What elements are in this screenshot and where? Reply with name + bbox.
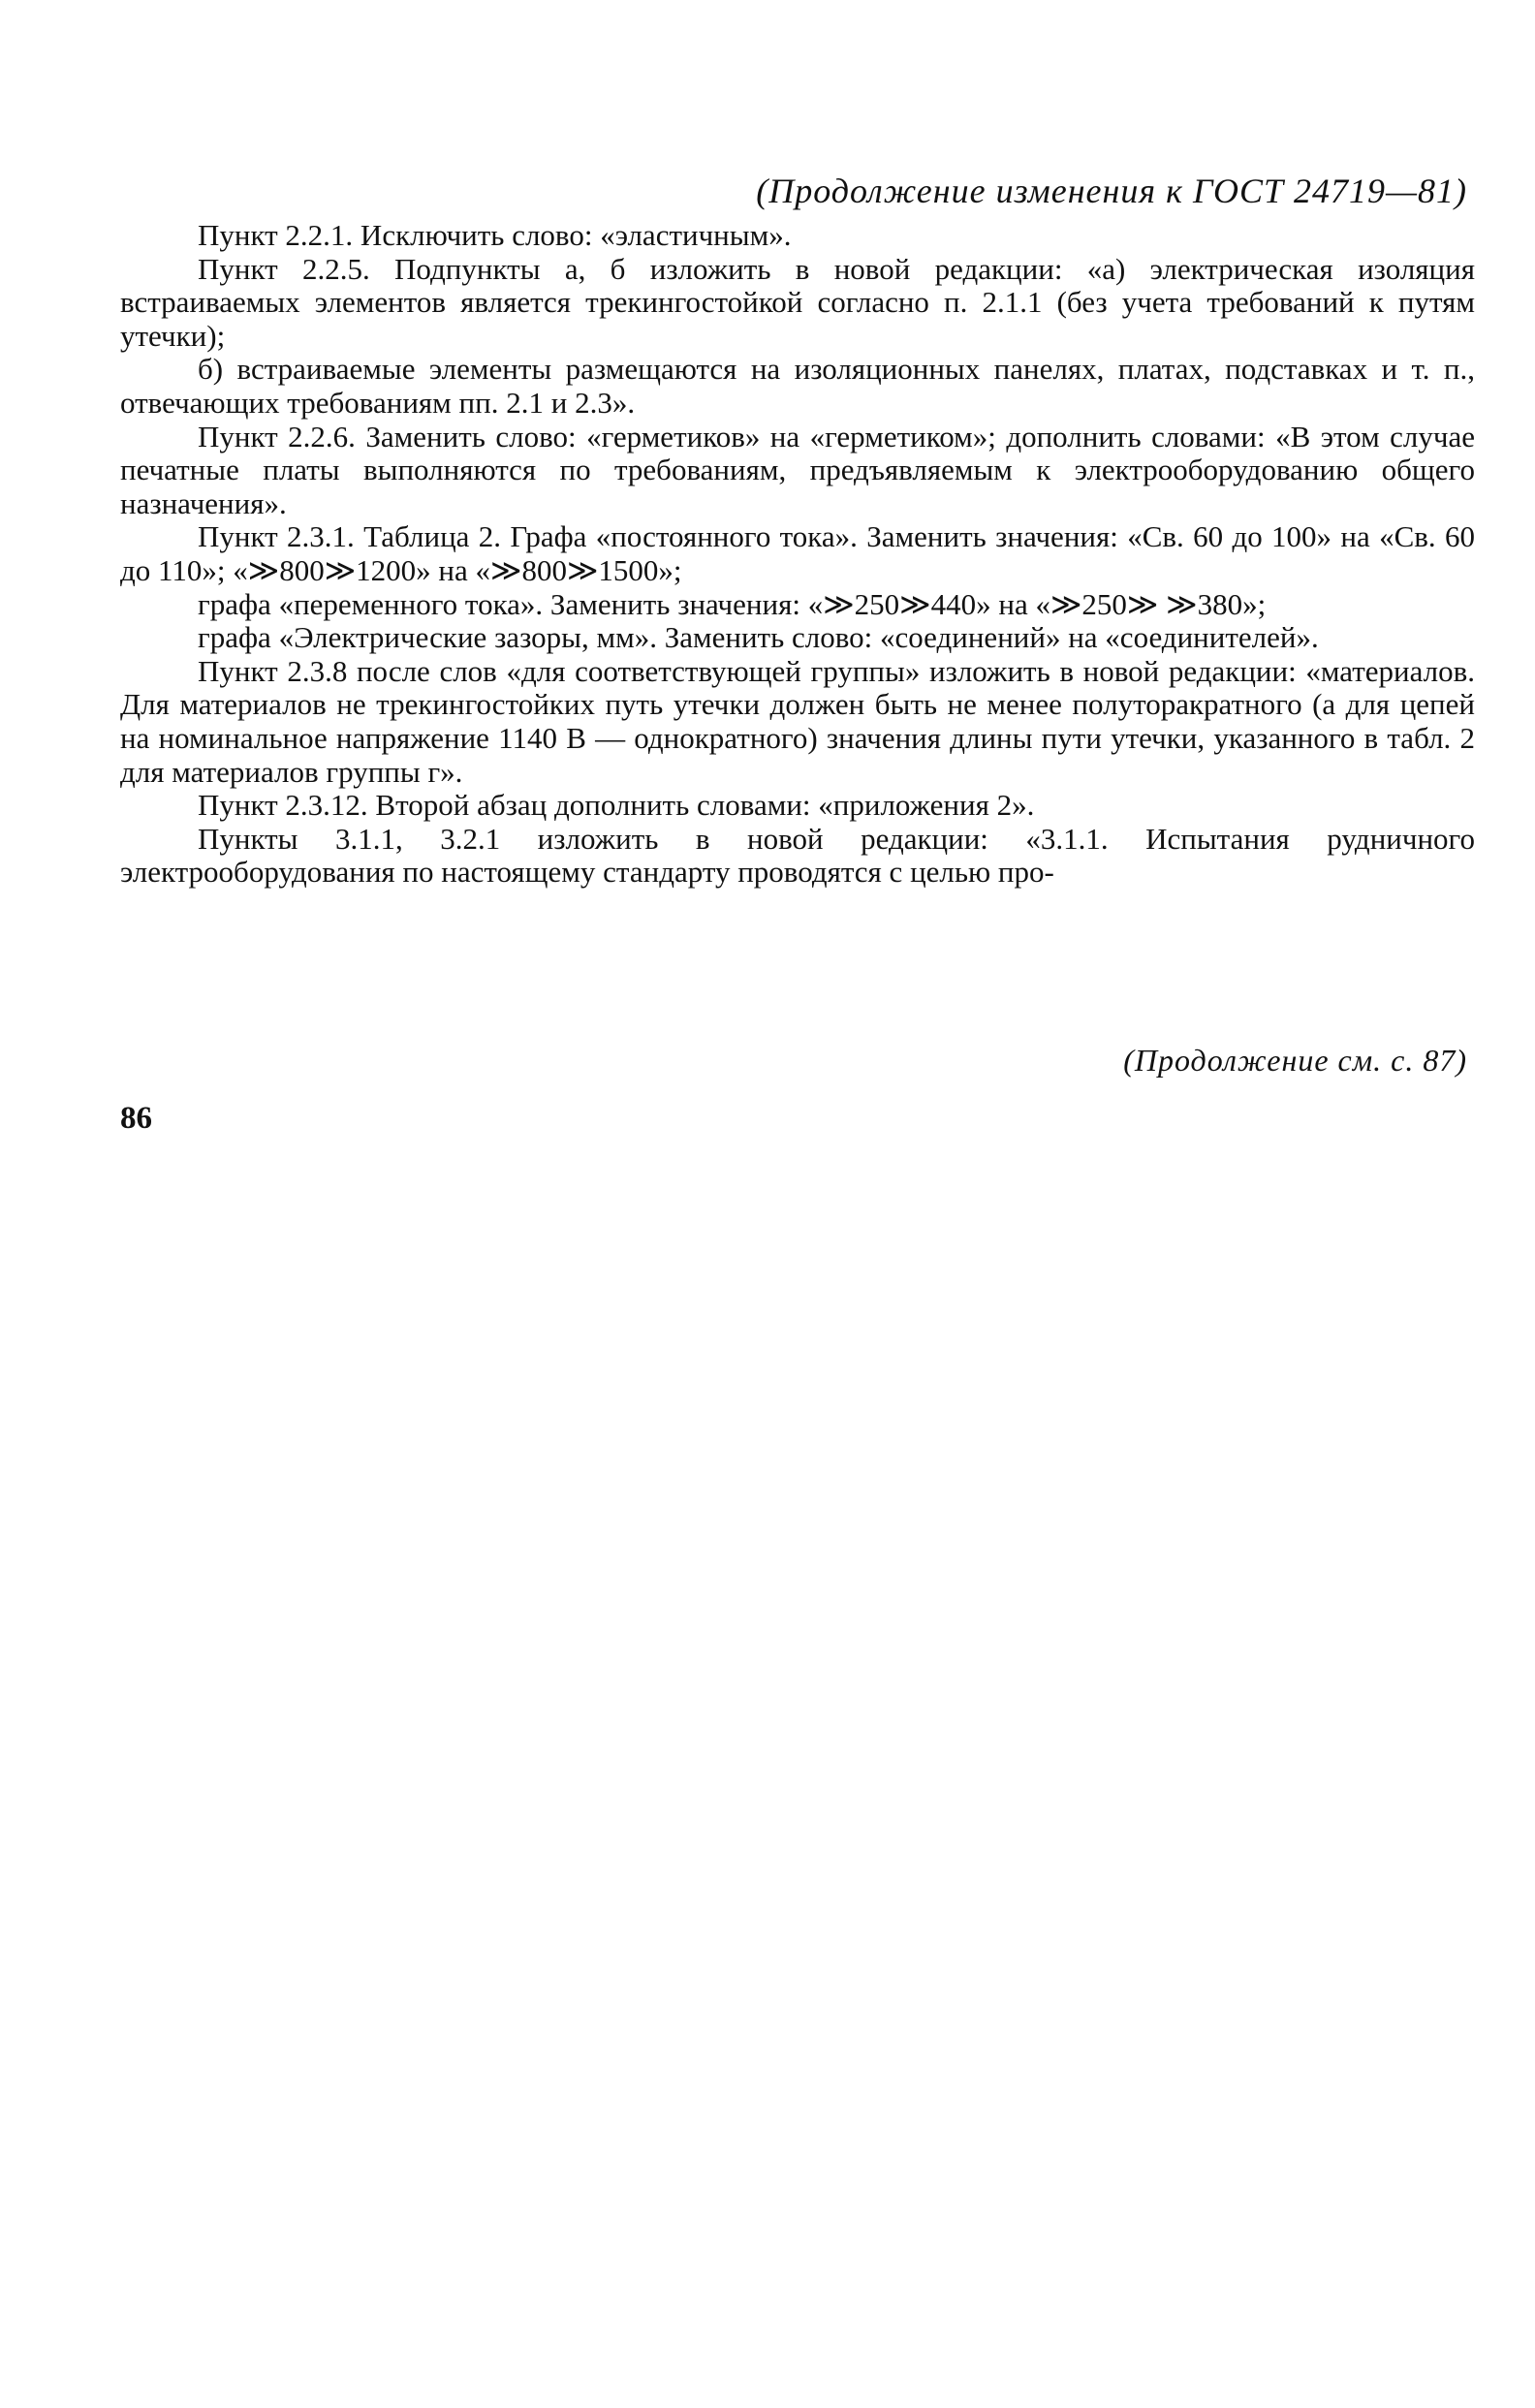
paragraph-2-3-8: Пункт 2.3.8 после слов «для соответствующей группы» изложить в новой редакции: «материалов. Для материалов не трекингостойких путь утечки должен быть не менее полуторакратного (а для цепей на номинальное напряжение 1140 В — однократного) значения длины пути утечки, указанного в табл. 2 для материалов группы г». — [120, 653, 1475, 789]
paragraph-2-2-1: Пункт 2.2.1. Исключить слово: «эластичным». — [198, 218, 792, 252]
paragraph-2-3-1: Пункт 2.3.1. Таблица 2. Графа «постоянного тока». Заменить значения: «Св. 60 до 100» на «Св. 60 до 110»; «≫800≫1200» на «≫800≫1500»; — [120, 519, 1475, 587]
paragraph-2-2-6: Пункт 2.2.6. Заменить слово: «герметиков» на «герметиком»; дополнить словами: «В этом случае печатные платы выполняются по требованиям, предъявляемым к электрооборудованию общего назначения». — [120, 419, 1475, 520]
paragraph-2-3-1-gaps: графа «Электрические зазоры, мм». Заменить слово: «соединений» на «соединителей». — [198, 620, 1319, 655]
paragraph-2-2-5: Пункт 2.2.5. Подпункты а, б изложить в новой редакции: «а) электрическая изоляция встраиваемых элементов является трекингостойкой согласно п. 2.1.1 (без учета требований к путям утечки); — [120, 251, 1475, 353]
page-number: 86 — [120, 1101, 152, 1136]
document-body — [120, 219, 1475, 890]
paragraph-2-3-12: Пункт 2.3.12. Второй абзац дополнить словами: «приложения 2». — [198, 788, 1035, 823]
continuation-header: (Продолжение изменения к ГОСТ 24719—81) — [756, 172, 1467, 210]
continuation-note: (Продолжение см. с. 87) — [1123, 1043, 1467, 1078]
paragraph-2-3-1-ac: графа «переменного тока». Заменить значения: «≫250≫440» на «≫250≫ ≫380»; — [198, 586, 1267, 621]
paragraph-2-2-5-b: б) встраиваемые элементы размещаются на изоляционных панелях, платах, подставках и т. п., отвечающих требованиям пп. 2.1 и 2.3». — [120, 352, 1475, 420]
paragraph-3-1-1: Пункты 3.1.1, 3.2.1 изложить в новой редакции: «3.1.1. Испытания рудничного электрооборудования по настоящему стандарту проводятся с целью про- — [120, 821, 1475, 890]
